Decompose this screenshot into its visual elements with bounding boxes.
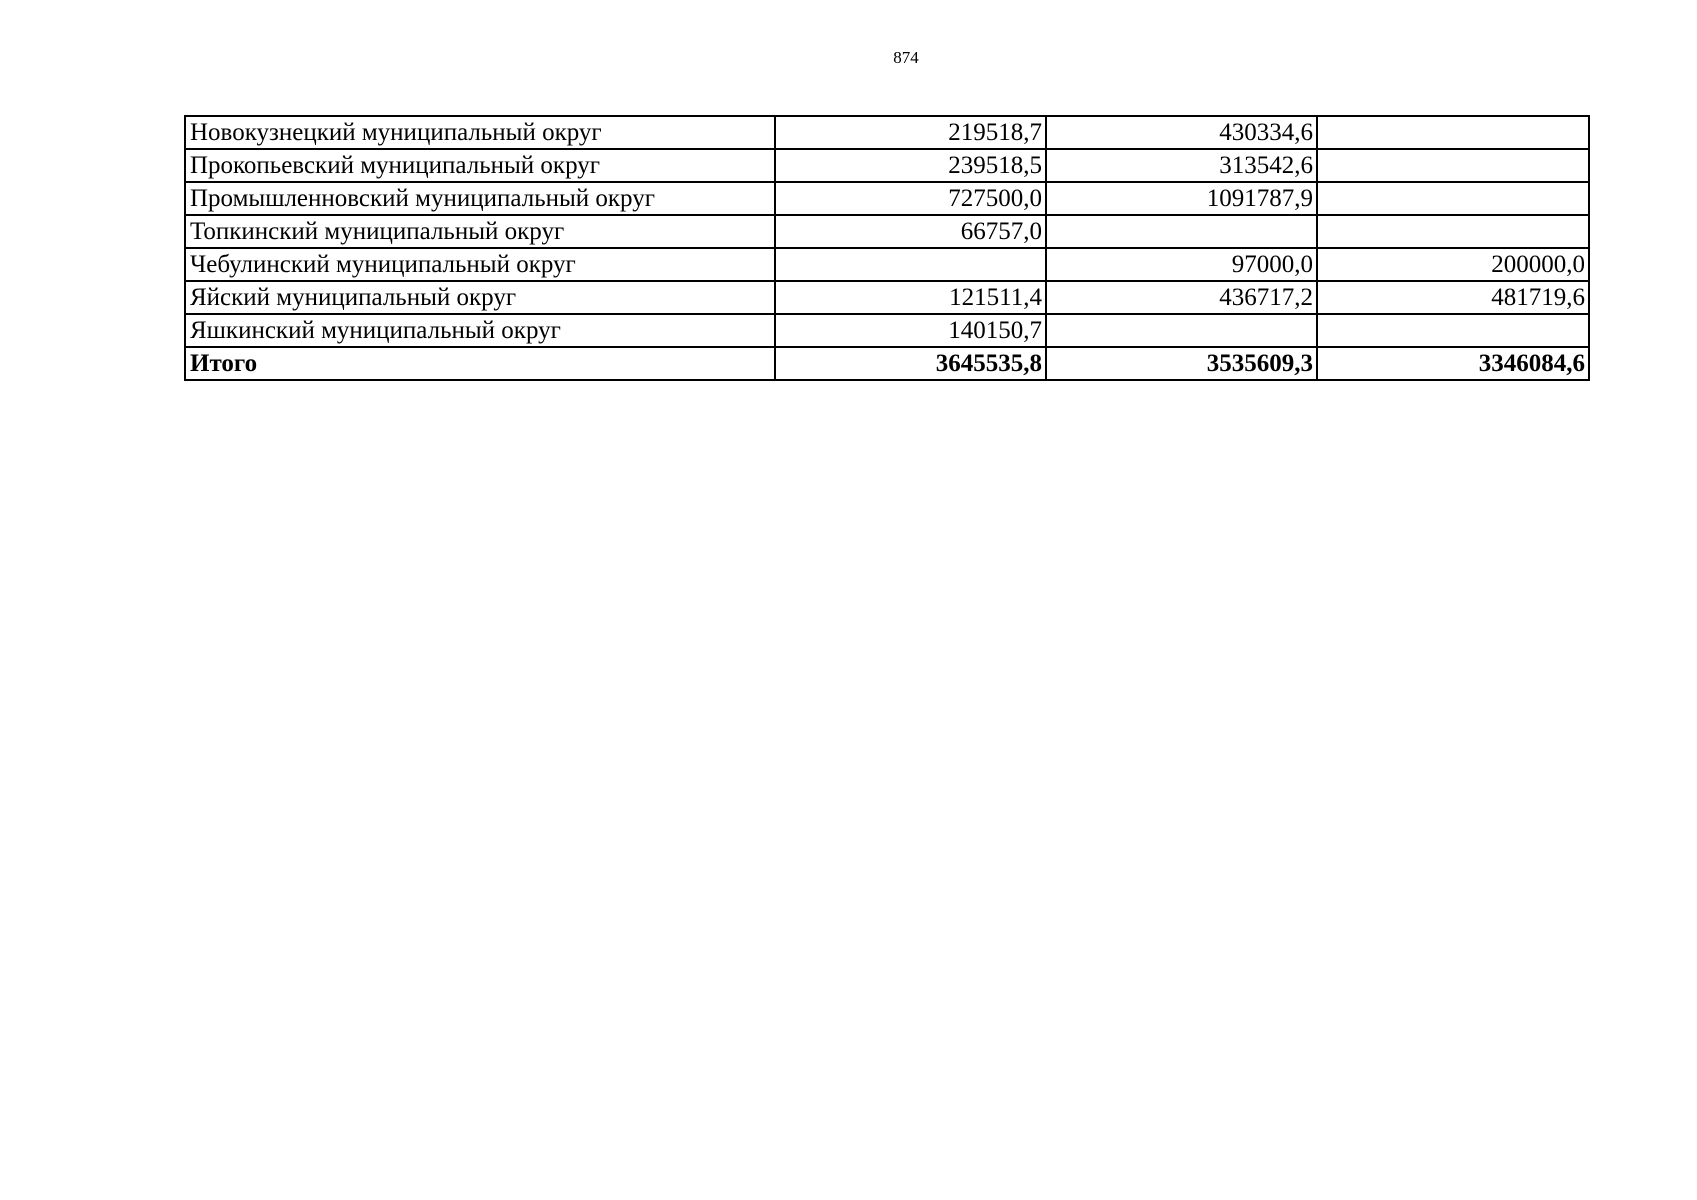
table-row bbox=[185, 281, 1589, 314]
value-cell-col2 bbox=[1046, 314, 1317, 347]
total-label-cell: Итого bbox=[185, 347, 775, 380]
district-name-cell: Чебулинский муниципальный округ bbox=[185, 248, 775, 281]
budget-table bbox=[184, 115, 1590, 381]
value-cell-col2 bbox=[1046, 215, 1317, 248]
value-cell-col3 bbox=[1317, 149, 1589, 182]
table-row bbox=[185, 149, 1589, 182]
district-name-cell: Топкинский муниципальный округ bbox=[185, 215, 775, 248]
value-cell-col3 bbox=[1317, 182, 1589, 215]
district-name-cell: Прокопьевский муниципальный округ bbox=[185, 149, 775, 182]
value-cell-col2: 430334,6 bbox=[1046, 116, 1317, 149]
value-cell-col3 bbox=[1317, 116, 1589, 149]
value-cell-col1: 121511,4 bbox=[775, 281, 1046, 314]
value-cell-col1 bbox=[775, 248, 1046, 281]
value-cell-col1: 239518,5 bbox=[775, 149, 1046, 182]
total-value-col1: 3645535,8 bbox=[775, 347, 1046, 380]
value-cell-col1: 219518,7 bbox=[775, 116, 1046, 149]
table-row bbox=[185, 182, 1589, 215]
value-cell-col3 bbox=[1317, 215, 1589, 248]
total-row bbox=[185, 347, 1589, 380]
district-name-cell: Новокузнецкий муниципальный округ bbox=[185, 116, 775, 149]
value-cell-col3: 200000,0 bbox=[1317, 248, 1589, 281]
value-cell-col3: 481719,6 bbox=[1317, 281, 1589, 314]
value-cell-col1: 66757,0 bbox=[775, 215, 1046, 248]
value-cell-col1: 727500,0 bbox=[775, 182, 1046, 215]
value-cell-col1: 140150,7 bbox=[775, 314, 1046, 347]
table-row bbox=[185, 215, 1589, 248]
page-number: 874 bbox=[893, 48, 919, 67]
district-name-cell: Промышленновский муниципальный округ bbox=[185, 182, 775, 215]
table-body bbox=[185, 116, 1589, 380]
table-row bbox=[185, 314, 1589, 347]
value-cell-col2: 1091787,9 bbox=[1046, 182, 1317, 215]
table-row bbox=[185, 116, 1589, 149]
table-row bbox=[185, 248, 1589, 281]
total-value-col2: 3535609,3 bbox=[1046, 347, 1317, 380]
value-cell-col2: 97000,0 bbox=[1046, 248, 1317, 281]
district-name-cell: Яйский муниципальный округ bbox=[185, 281, 775, 314]
value-cell-col2: 436717,2 bbox=[1046, 281, 1317, 314]
district-name-cell: Яшкинский муниципальный округ bbox=[185, 314, 775, 347]
total-value-col3: 3346084,6 bbox=[1317, 347, 1589, 380]
value-cell-col2: 313542,6 bbox=[1046, 149, 1317, 182]
value-cell-col3 bbox=[1317, 314, 1589, 347]
